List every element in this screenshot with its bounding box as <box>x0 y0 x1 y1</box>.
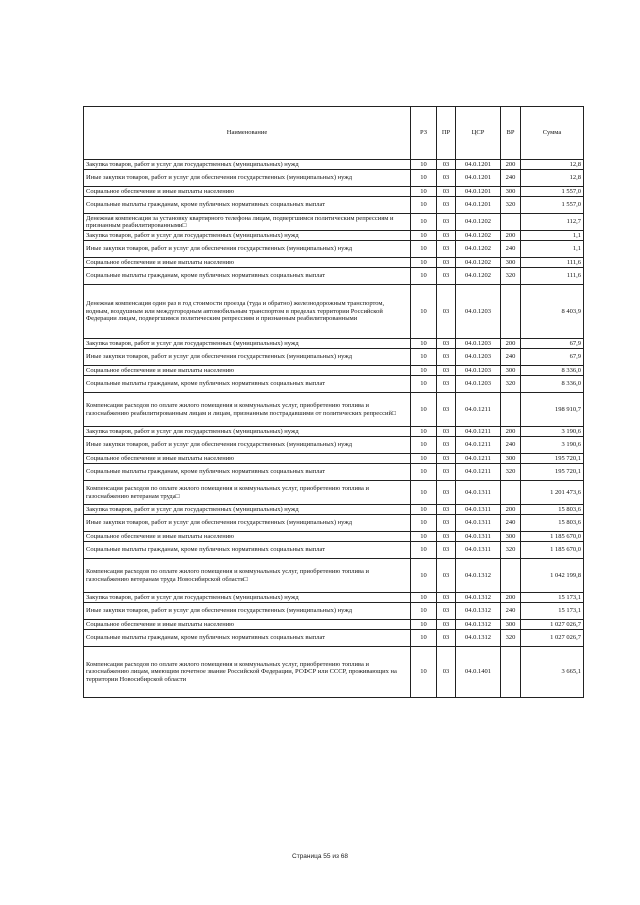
cell-name: Социальное обеспечение и иные выплаты населению <box>84 620 411 630</box>
table-row <box>84 393 584 427</box>
cell-pr: 03 <box>437 532 456 542</box>
cell-csr: 04.0.1211 <box>456 464 501 481</box>
cell-csr: 04.0.1311 <box>456 542 501 559</box>
cell-vr: 240 <box>501 349 521 366</box>
table-row <box>84 481 584 505</box>
table-row <box>84 505 584 515</box>
cell-rz: 10 <box>411 593 437 603</box>
cell-pr: 03 <box>437 241 456 258</box>
cell-pr: 03 <box>437 197 456 214</box>
cell-name: Социальное обеспечение и иные выплаты населению <box>84 366 411 376</box>
cell-vr <box>501 481 521 505</box>
cell-name: Компенсация расходов по оплате жилого помещения и коммунальных услуг, приобретению топлива и газоснабжению лицам, имеющим почетное звание Российской Федерации, РСФСР или СССР, проживающих на территории Новосибирской области <box>84 647 411 698</box>
table-row <box>84 376 584 393</box>
cell-name: Денежная компенсация за установку квартирного телефона лицам, подвергшимся политическим репрессиям и признанным реабилитированными□ <box>84 214 411 231</box>
cell-sum: 15 173,1 <box>521 593 584 603</box>
cell-name: Закупка товаров, работ и услуг для государственных (муниципальных) нужд <box>84 160 411 170</box>
cell-csr: 04.0.1201 <box>456 187 501 197</box>
cell-sum: 195 720,1 <box>521 464 584 481</box>
cell-vr: 320 <box>501 630 521 647</box>
cell-pr: 03 <box>437 437 456 454</box>
cell-rz: 10 <box>411 349 437 366</box>
cell-vr: 240 <box>501 241 521 258</box>
cell-vr: 300 <box>501 187 521 197</box>
header-vr: ВР <box>501 107 521 160</box>
cell-csr: 04.0.1312 <box>456 630 501 647</box>
header-sum: Сумма <box>521 107 584 160</box>
cell-vr: 200 <box>501 593 521 603</box>
cell-csr: 04.0.1211 <box>456 437 501 454</box>
cell-rz: 10 <box>411 366 437 376</box>
cell-name: Денежная компенсация один раз в год стоимости проезда (туда и обратно) железнодорожным транспортом, водным, воздушным или междугородным автомобильным транспортом в пределах территории Российской Федерации лицам, подвергшимся политическим репрессиям и признанным реабилитированными <box>84 285 411 339</box>
cell-rz: 10 <box>411 285 437 339</box>
cell-pr: 03 <box>437 349 456 366</box>
cell-rz: 10 <box>411 258 437 268</box>
cell-sum: 12,8 <box>521 160 584 170</box>
cell-name: Компенсация расходов по оплате жилого помещения и коммунальных услуг, приобретению топлива и газоснабжению реабилитированным лицам и лицам, признанным пострадавшими от политических репрессий□ <box>84 393 411 427</box>
table-row <box>84 620 584 630</box>
cell-rz: 10 <box>411 393 437 427</box>
cell-rz: 10 <box>411 197 437 214</box>
cell-pr: 03 <box>437 214 456 231</box>
table-row <box>84 231 584 241</box>
cell-sum: 1 185 670,0 <box>521 532 584 542</box>
table-row <box>84 515 584 532</box>
cell-name: Закупка товаров, работ и услуг для государственных (муниципальных) нужд <box>84 339 411 349</box>
cell-csr: 04.0.1202 <box>456 241 501 258</box>
cell-csr: 04.0.1201 <box>456 197 501 214</box>
cell-csr: 04.0.1312 <box>456 603 501 620</box>
cell-sum: 8 403,9 <box>521 285 584 339</box>
cell-csr: 04.0.1203 <box>456 339 501 349</box>
cell-vr: 240 <box>501 515 521 532</box>
cell-csr: 04.0.1211 <box>456 454 501 464</box>
cell-rz: 10 <box>411 620 437 630</box>
cell-rz: 10 <box>411 464 437 481</box>
table-row <box>84 170 584 187</box>
cell-pr: 03 <box>437 160 456 170</box>
cell-csr: 04.0.1311 <box>456 481 501 505</box>
cell-name: Социальные выплаты гражданам, кроме публичных нормативных социальных выплат <box>84 542 411 559</box>
cell-csr: 04.0.1201 <box>456 160 501 170</box>
cell-csr: 04.0.1203 <box>456 376 501 393</box>
cell-vr: 300 <box>501 532 521 542</box>
cell-csr: 04.0.1201 <box>456 170 501 187</box>
cell-sum: 195 720,1 <box>521 454 584 464</box>
cell-rz: 10 <box>411 241 437 258</box>
table-row <box>84 542 584 559</box>
cell-sum: 3 665,1 <box>521 647 584 698</box>
cell-name: Социальные выплаты гражданам, кроме публичных нормативных социальных выплат <box>84 197 411 214</box>
cell-rz: 10 <box>411 170 437 187</box>
table-row <box>84 258 584 268</box>
table-row <box>84 187 584 197</box>
cell-csr: 04.0.1311 <box>456 515 501 532</box>
cell-vr <box>501 559 521 593</box>
cell-csr: 04.0.1312 <box>456 620 501 630</box>
cell-name: Иные закупки товаров, работ и услуг для обеспечения государственных (муниципальных) нужд <box>84 515 411 532</box>
cell-csr: 04.0.1203 <box>456 349 501 366</box>
cell-vr <box>501 285 521 339</box>
cell-vr: 200 <box>501 231 521 241</box>
header-rz: РЗ <box>411 107 437 160</box>
cell-pr: 03 <box>437 268 456 285</box>
cell-vr <box>501 393 521 427</box>
cell-sum: 1,1 <box>521 241 584 258</box>
cell-csr: 04.0.1211 <box>456 427 501 437</box>
cell-vr: 320 <box>501 197 521 214</box>
cell-sum: 1 027 026,7 <box>521 630 584 647</box>
cell-sum: 1,1 <box>521 231 584 241</box>
cell-name: Социальные выплаты гражданам, кроме публичных нормативных социальных выплат <box>84 268 411 285</box>
cell-sum: 198 910,7 <box>521 393 584 427</box>
cell-csr: 04.0.1202 <box>456 268 501 285</box>
cell-name: Иные закупки товаров, работ и услуг для обеспечения государственных (муниципальных) нужд <box>84 349 411 366</box>
cell-vr: 320 <box>501 464 521 481</box>
cell-pr: 03 <box>437 393 456 427</box>
cell-vr: 200 <box>501 160 521 170</box>
cell-pr: 03 <box>437 603 456 620</box>
cell-pr: 03 <box>437 647 456 698</box>
cell-pr: 03 <box>437 376 456 393</box>
cell-pr: 03 <box>437 481 456 505</box>
table-row <box>84 160 584 170</box>
cell-name: Закупка товаров, работ и услуг для государственных (муниципальных) нужд <box>84 505 411 515</box>
cell-vr <box>501 214 521 231</box>
cell-name: Социальные выплаты гражданам, кроме публичных нормативных социальных выплат <box>84 376 411 393</box>
cell-vr: 300 <box>501 620 521 630</box>
cell-pr: 03 <box>437 170 456 187</box>
table-row <box>84 285 584 339</box>
cell-csr: 04.0.1211 <box>456 393 501 427</box>
table-row <box>84 532 584 542</box>
cell-name: Социальные выплаты гражданам, кроме публичных нормативных социальных выплат <box>84 464 411 481</box>
cell-name: Компенсация расходов по оплате жилого помещения и коммунальных услуг, приобретению топлива и газоснабжению ветеранам труда□ <box>84 481 411 505</box>
cell-pr: 03 <box>437 258 456 268</box>
cell-csr: 04.0.1311 <box>456 532 501 542</box>
table-row <box>84 464 584 481</box>
cell-vr: 320 <box>501 542 521 559</box>
cell-vr: 320 <box>501 376 521 393</box>
cell-name: Иные закупки товаров, работ и услуг для обеспечения государственных (муниципальных) нужд <box>84 241 411 258</box>
cell-vr: 240 <box>501 437 521 454</box>
cell-name: Иные закупки товаров, работ и услуг для обеспечения государственных (муниципальных) нужд <box>84 437 411 454</box>
cell-sum: 1 557,0 <box>521 187 584 197</box>
cell-sum: 15 803,6 <box>521 515 584 532</box>
table-row <box>84 630 584 647</box>
cell-rz: 10 <box>411 505 437 515</box>
table-row <box>84 603 584 620</box>
cell-name: Социальное обеспечение и иные выплаты населению <box>84 532 411 542</box>
cell-pr: 03 <box>437 542 456 559</box>
page-footer: Страница 55 из 68 <box>292 853 348 860</box>
table-row <box>84 366 584 376</box>
cell-sum: 15 803,6 <box>521 505 584 515</box>
cell-rz: 10 <box>411 214 437 231</box>
cell-vr: 300 <box>501 258 521 268</box>
cell-pr: 03 <box>437 339 456 349</box>
cell-name: Компенсация расходов по оплате жилого помещения и коммунальных услуг, приобретению топлива и газоснабжению ветеранам труда Новосибирской области□ <box>84 559 411 593</box>
cell-name: Иные закупки товаров, работ и услуг для обеспечения государственных (муниципальных) нужд <box>84 603 411 620</box>
cell-csr: 04.0.1202 <box>456 231 501 241</box>
cell-name: Закупка товаров, работ и услуг для государственных (муниципальных) нужд <box>84 593 411 603</box>
table-row <box>84 437 584 454</box>
table-row <box>84 349 584 366</box>
cell-sum: 3 190,6 <box>521 427 584 437</box>
cell-rz: 10 <box>411 559 437 593</box>
cell-sum: 8 336,0 <box>521 366 584 376</box>
cell-pr: 03 <box>437 427 456 437</box>
cell-csr: 04.0.1203 <box>456 366 501 376</box>
header-pr: ПР <box>437 107 456 160</box>
cell-vr <box>501 647 521 698</box>
table-row <box>84 593 584 603</box>
table-row <box>84 339 584 349</box>
cell-sum: 15 173,1 <box>521 603 584 620</box>
table-header-row <box>84 107 584 160</box>
cell-pr: 03 <box>437 505 456 515</box>
cell-rz: 10 <box>411 647 437 698</box>
cell-rz: 10 <box>411 187 437 197</box>
cell-rz: 10 <box>411 542 437 559</box>
cell-pr: 03 <box>437 454 456 464</box>
cell-rz: 10 <box>411 454 437 464</box>
cell-sum: 3 190,6 <box>521 437 584 454</box>
table-row <box>84 454 584 464</box>
cell-pr: 03 <box>437 559 456 593</box>
cell-pr: 03 <box>437 515 456 532</box>
header-name: Наименование <box>84 107 411 160</box>
table-body <box>84 160 584 698</box>
cell-name: Социальное обеспечение и иные выплаты населению <box>84 258 411 268</box>
cell-pr: 03 <box>437 366 456 376</box>
cell-pr: 03 <box>437 187 456 197</box>
cell-csr: 04.0.1401 <box>456 647 501 698</box>
cell-rz: 10 <box>411 160 437 170</box>
cell-sum: 67,9 <box>521 349 584 366</box>
cell-sum: 112,7 <box>521 214 584 231</box>
cell-rz: 10 <box>411 515 437 532</box>
cell-rz: 10 <box>411 427 437 437</box>
cell-sum: 111,6 <box>521 268 584 285</box>
table-row <box>84 197 584 214</box>
cell-rz: 10 <box>411 532 437 542</box>
cell-name: Закупка товаров, работ и услуг для государственных (муниципальных) нужд <box>84 231 411 241</box>
cell-rz: 10 <box>411 437 437 454</box>
cell-csr: 04.0.1312 <box>456 559 501 593</box>
cell-pr: 03 <box>437 630 456 647</box>
cell-vr: 300 <box>501 454 521 464</box>
cell-sum: 1 042 199,8 <box>521 559 584 593</box>
table-row <box>84 647 584 698</box>
cell-vr: 240 <box>501 170 521 187</box>
cell-rz: 10 <box>411 630 437 647</box>
cell-sum: 12,8 <box>521 170 584 187</box>
cell-vr: 200 <box>501 427 521 437</box>
cell-pr: 03 <box>437 231 456 241</box>
cell-pr: 03 <box>437 593 456 603</box>
cell-sum: 1 557,0 <box>521 197 584 214</box>
cell-vr: 320 <box>501 268 521 285</box>
table-row <box>84 214 584 231</box>
cell-rz: 10 <box>411 339 437 349</box>
cell-vr: 200 <box>501 505 521 515</box>
cell-rz: 10 <box>411 603 437 620</box>
cell-csr: 04.0.1311 <box>456 505 501 515</box>
table-row <box>84 427 584 437</box>
cell-rz: 10 <box>411 376 437 393</box>
cell-sum: 1 185 670,0 <box>521 542 584 559</box>
cell-name: Социальное обеспечение и иные выплаты населению <box>84 187 411 197</box>
cell-sum: 8 336,0 <box>521 376 584 393</box>
cell-vr: 240 <box>501 603 521 620</box>
cell-pr: 03 <box>437 620 456 630</box>
cell-sum: 67,9 <box>521 339 584 349</box>
cell-name: Социальное обеспечение и иные выплаты населению <box>84 454 411 464</box>
cell-csr: 04.0.1312 <box>456 593 501 603</box>
budget-table <box>83 106 584 698</box>
table-row <box>84 268 584 285</box>
cell-sum: 1 027 026,7 <box>521 620 584 630</box>
header-csr: ЦСР <box>456 107 501 160</box>
cell-csr: 04.0.1202 <box>456 258 501 268</box>
cell-csr: 04.0.1203 <box>456 285 501 339</box>
cell-pr: 03 <box>437 285 456 339</box>
cell-name: Закупка товаров, работ и услуг для государственных (муниципальных) нужд <box>84 427 411 437</box>
cell-rz: 10 <box>411 481 437 505</box>
table-row <box>84 559 584 593</box>
cell-vr: 300 <box>501 366 521 376</box>
cell-csr: 04.0.1202 <box>456 214 501 231</box>
cell-rz: 10 <box>411 231 437 241</box>
cell-vr: 200 <box>501 339 521 349</box>
cell-sum: 111,6 <box>521 258 584 268</box>
cell-sum: 1 201 473,6 <box>521 481 584 505</box>
cell-name: Иные закупки товаров, работ и услуг для обеспечения государственных (муниципальных) нужд <box>84 170 411 187</box>
table-row <box>84 241 584 258</box>
cell-pr: 03 <box>437 464 456 481</box>
cell-rz: 10 <box>411 268 437 285</box>
cell-name: Социальные выплаты гражданам, кроме публичных нормативных социальных выплат <box>84 630 411 647</box>
